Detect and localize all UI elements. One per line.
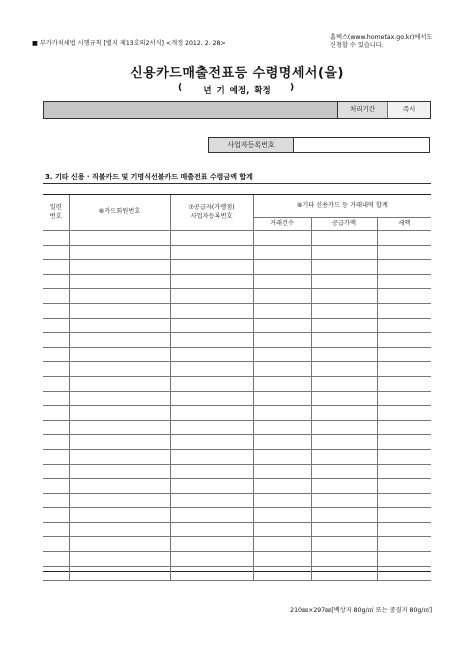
business-number-label: 사업자등록번호 bbox=[209, 138, 294, 152]
table-row bbox=[43, 333, 431, 348]
cell-supplier-number[interactable] bbox=[170, 406, 253, 421]
cell-serial[interactable] bbox=[43, 522, 69, 537]
cell-card-number[interactable] bbox=[69, 318, 170, 333]
cell-count[interactable] bbox=[253, 303, 311, 318]
cell-tax[interactable] bbox=[377, 303, 431, 318]
cell-supply-amount[interactable] bbox=[311, 435, 377, 450]
table-row bbox=[43, 420, 431, 435]
cell-supply-amount[interactable] bbox=[311, 406, 377, 421]
cell-serial[interactable] bbox=[43, 274, 69, 289]
cell-card-number[interactable] bbox=[69, 508, 170, 523]
cell-count[interactable] bbox=[253, 464, 311, 479]
cell-supplier-number[interactable] bbox=[170, 376, 253, 391]
header-supplier-registration: ⑦공급자(가맹점) 사업자등록번호 bbox=[170, 195, 253, 231]
cell-supply-amount[interactable] bbox=[311, 420, 377, 435]
cell-serial[interactable] bbox=[43, 464, 69, 479]
table-row bbox=[43, 303, 431, 318]
cell-count[interactable] bbox=[253, 318, 311, 333]
cell-supplier-number[interactable] bbox=[170, 303, 253, 318]
cell-tax[interactable] bbox=[377, 318, 431, 333]
cell-tax[interactable] bbox=[377, 449, 431, 464]
cell-supply-amount[interactable] bbox=[311, 274, 377, 289]
cell-supplier-number[interactable] bbox=[170, 318, 253, 333]
cell-supply-amount[interactable] bbox=[311, 391, 377, 406]
cell-card-number[interactable] bbox=[69, 333, 170, 348]
cell-tax[interactable] bbox=[377, 260, 431, 275]
cell-count[interactable] bbox=[253, 274, 311, 289]
paper-spec: 210㎜×297㎜[백상지 80g/㎡ 또는 중질지 80g/㎡] bbox=[290, 607, 432, 614]
cell-serial[interactable] bbox=[43, 231, 69, 246]
processing-period-label: 처리기간 bbox=[338, 102, 388, 118]
cell-tax[interactable] bbox=[377, 333, 431, 348]
cell-count[interactable] bbox=[253, 508, 311, 523]
cell-serial[interactable] bbox=[43, 406, 69, 421]
cell-supplier-number[interactable] bbox=[170, 566, 253, 581]
cell-serial[interactable] bbox=[43, 435, 69, 450]
table-row bbox=[43, 522, 431, 537]
cell-card-number[interactable] bbox=[69, 376, 170, 391]
cell-count[interactable] bbox=[253, 537, 311, 552]
cell-tax[interactable] bbox=[377, 522, 431, 537]
cell-serial[interactable] bbox=[43, 245, 69, 260]
cell-serial[interactable] bbox=[43, 260, 69, 275]
cell-supplier-number[interactable] bbox=[170, 493, 253, 508]
processing-bar-fill bbox=[44, 102, 338, 118]
table-row bbox=[43, 406, 431, 421]
cell-card-number[interactable] bbox=[69, 362, 170, 377]
cell-card-number[interactable] bbox=[69, 479, 170, 494]
table-row bbox=[43, 552, 431, 567]
business-number-field[interactable] bbox=[294, 138, 429, 152]
header-transaction-count: 거래건수 bbox=[253, 218, 311, 231]
cell-count[interactable] bbox=[253, 376, 311, 391]
form-title: 신용카드매출전표등 수령명세서(을) bbox=[130, 66, 344, 81]
cell-serial[interactable] bbox=[43, 289, 69, 304]
cell-card-number[interactable] bbox=[69, 566, 170, 581]
cell-supply-amount[interactable] bbox=[311, 362, 377, 377]
cell-supplier-number[interactable] bbox=[170, 435, 253, 450]
cell-supplier-number[interactable] bbox=[170, 552, 253, 567]
cell-card-number[interactable] bbox=[69, 406, 170, 421]
cell-card-number[interactable] bbox=[69, 493, 170, 508]
cell-card-number[interactable] bbox=[69, 303, 170, 318]
cell-supply-amount[interactable] bbox=[311, 537, 377, 552]
cell-count[interactable] bbox=[253, 552, 311, 567]
table-row bbox=[43, 493, 431, 508]
cell-supply-amount[interactable] bbox=[311, 566, 377, 581]
cell-tax[interactable] bbox=[377, 464, 431, 479]
cell-tax[interactable] bbox=[377, 435, 431, 450]
cell-count[interactable] bbox=[253, 479, 311, 494]
cell-tax[interactable] bbox=[377, 274, 431, 289]
cell-serial[interactable] bbox=[43, 318, 69, 333]
cell-count[interactable] bbox=[253, 522, 311, 537]
cell-tax[interactable] bbox=[377, 493, 431, 508]
cell-supplier-number[interactable] bbox=[170, 289, 253, 304]
business-number-box bbox=[208, 137, 430, 153]
cell-card-number[interactable] bbox=[69, 260, 170, 275]
cell-tax[interactable] bbox=[377, 231, 431, 246]
hometax-notice-line-1: 홈택스(www.hometax.go.kr)에서도 bbox=[330, 34, 433, 41]
form-period: 년 기 예정, 확정 bbox=[203, 86, 271, 96]
section-divider bbox=[43, 183, 431, 184]
cell-count[interactable] bbox=[253, 493, 311, 508]
cell-supplier-number[interactable] bbox=[170, 537, 253, 552]
cell-supplier-number[interactable] bbox=[170, 333, 253, 348]
cell-count[interactable] bbox=[253, 347, 311, 362]
header-tax-amount: 세액 bbox=[377, 218, 431, 231]
cell-serial[interactable] bbox=[43, 333, 69, 348]
header-card-member-number: ⑥카드회원번호 bbox=[69, 195, 170, 231]
cell-supplier-number[interactable] bbox=[170, 522, 253, 537]
cell-count[interactable] bbox=[253, 449, 311, 464]
cell-card-number[interactable] bbox=[69, 391, 170, 406]
cell-supply-amount[interactable] bbox=[311, 318, 377, 333]
cell-supplier-number[interactable] bbox=[170, 479, 253, 494]
cell-supply-amount[interactable] bbox=[311, 303, 377, 318]
period-paren-close: ) bbox=[290, 83, 295, 93]
cell-tax[interactable] bbox=[377, 420, 431, 435]
cell-count[interactable] bbox=[253, 391, 311, 406]
cell-supplier-number[interactable] bbox=[170, 274, 253, 289]
cell-tax[interactable] bbox=[377, 245, 431, 260]
cell-count[interactable] bbox=[253, 435, 311, 450]
table-row bbox=[43, 274, 431, 289]
cell-tax[interactable] bbox=[377, 376, 431, 391]
processing-period-value: 즉시 bbox=[388, 102, 430, 118]
cell-card-number[interactable] bbox=[69, 449, 170, 464]
table-row bbox=[43, 435, 431, 450]
cell-card-number[interactable] bbox=[69, 347, 170, 362]
cell-tax[interactable] bbox=[377, 537, 431, 552]
cell-serial[interactable] bbox=[43, 376, 69, 391]
cell-tax[interactable] bbox=[377, 406, 431, 421]
cell-card-number[interactable] bbox=[69, 274, 170, 289]
cell-supplier-number[interactable] bbox=[170, 420, 253, 435]
cell-serial[interactable] bbox=[43, 479, 69, 494]
cell-tax[interactable] bbox=[377, 362, 431, 377]
cell-serial[interactable] bbox=[43, 362, 69, 377]
cell-tax[interactable] bbox=[377, 289, 431, 304]
cell-count[interactable] bbox=[253, 333, 311, 348]
cell-tax[interactable] bbox=[377, 508, 431, 523]
cell-card-number[interactable] bbox=[69, 435, 170, 450]
table-row bbox=[43, 391, 431, 406]
table-row bbox=[43, 289, 431, 304]
cell-supply-amount[interactable] bbox=[311, 479, 377, 494]
regulation-reference: ■ 부가가치세법 시행규칙 [별지 제13호의2서식] <개정 2012. 2. 28> bbox=[32, 40, 226, 47]
cell-supply-amount[interactable] bbox=[311, 449, 377, 464]
cell-tax[interactable] bbox=[377, 479, 431, 494]
cell-supply-amount[interactable] bbox=[311, 245, 377, 260]
cell-supply-amount[interactable] bbox=[311, 289, 377, 304]
table-row bbox=[43, 376, 431, 391]
cell-serial[interactable] bbox=[43, 566, 69, 581]
cell-supplier-number[interactable] bbox=[170, 449, 253, 464]
table-row bbox=[43, 231, 431, 246]
cell-card-number[interactable] bbox=[69, 464, 170, 479]
section-title: 3. 기타 신용 · 직불카드 및 기명식선불카드 매출전표 수령금액 합계 bbox=[45, 173, 253, 181]
cell-count[interactable] bbox=[253, 289, 311, 304]
cell-tax[interactable] bbox=[377, 391, 431, 406]
cell-supplier-number[interactable] bbox=[170, 260, 253, 275]
cell-supply-amount[interactable] bbox=[311, 493, 377, 508]
cell-count[interactable] bbox=[253, 362, 311, 377]
table-row bbox=[43, 537, 431, 552]
cell-serial[interactable] bbox=[43, 552, 69, 567]
header-serial-number: 일련 번호 bbox=[43, 195, 69, 231]
table-row bbox=[43, 464, 431, 479]
cell-count[interactable] bbox=[253, 260, 311, 275]
cell-supply-amount[interactable] bbox=[311, 508, 377, 523]
cell-count[interactable] bbox=[253, 231, 311, 246]
cell-supply-amount[interactable] bbox=[311, 260, 377, 275]
table-row bbox=[43, 566, 431, 581]
cell-card-number[interactable] bbox=[69, 231, 170, 246]
cell-supplier-number[interactable] bbox=[170, 231, 253, 246]
cell-card-number[interactable] bbox=[69, 245, 170, 260]
cell-supplier-number[interactable] bbox=[170, 391, 253, 406]
cell-serial[interactable] bbox=[43, 391, 69, 406]
table-body bbox=[43, 231, 431, 581]
header-transaction-summary: ⑧기타 신용카드 등 거래내역 합계 bbox=[253, 195, 431, 218]
period-paren-open: ( bbox=[178, 83, 183, 93]
cell-supplier-number[interactable] bbox=[170, 464, 253, 479]
cell-tax[interactable] bbox=[377, 566, 431, 581]
table-row bbox=[43, 260, 431, 275]
cell-tax[interactable] bbox=[377, 552, 431, 567]
table-row bbox=[43, 347, 431, 362]
card-receipt-table bbox=[43, 194, 431, 572]
cell-serial[interactable] bbox=[43, 420, 69, 435]
cell-serial[interactable] bbox=[43, 493, 69, 508]
cell-supplier-number[interactable] bbox=[170, 245, 253, 260]
cell-serial[interactable] bbox=[43, 508, 69, 523]
cell-supply-amount[interactable] bbox=[311, 552, 377, 567]
cell-supply-amount[interactable] bbox=[311, 464, 377, 479]
hometax-notice-line-2: 신청할 수 있습니다. bbox=[330, 42, 384, 50]
cell-card-number[interactable] bbox=[69, 289, 170, 304]
cell-serial[interactable] bbox=[43, 449, 69, 464]
table-row bbox=[43, 479, 431, 494]
cell-card-number[interactable] bbox=[69, 420, 170, 435]
cell-supplier-number[interactable] bbox=[170, 347, 253, 362]
processing-bar bbox=[43, 101, 431, 119]
cell-supply-amount[interactable] bbox=[311, 376, 377, 391]
hometax-notice bbox=[330, 34, 432, 51]
table-row bbox=[43, 449, 431, 464]
cell-card-number[interactable] bbox=[69, 537, 170, 552]
cell-card-number[interactable] bbox=[69, 522, 170, 537]
table-row bbox=[43, 318, 431, 333]
cell-supplier-number[interactable] bbox=[170, 508, 253, 523]
cell-card-number[interactable] bbox=[69, 552, 170, 567]
table-row bbox=[43, 508, 431, 523]
header-supply-amount: 공급가액 bbox=[311, 218, 377, 231]
cell-serial[interactable] bbox=[43, 537, 69, 552]
cell-count[interactable] bbox=[253, 566, 311, 581]
cell-count[interactable] bbox=[253, 406, 311, 421]
cell-supplier-number[interactable] bbox=[170, 362, 253, 377]
table-row bbox=[43, 362, 431, 377]
cell-supply-amount[interactable] bbox=[311, 347, 377, 362]
table-row bbox=[43, 245, 431, 260]
cell-count[interactable] bbox=[253, 245, 311, 260]
cell-supply-amount[interactable] bbox=[311, 231, 377, 246]
cell-serial[interactable] bbox=[43, 347, 69, 362]
cell-count[interactable] bbox=[253, 420, 311, 435]
cell-serial[interactable] bbox=[43, 303, 69, 318]
cell-tax[interactable] bbox=[377, 347, 431, 362]
cell-supply-amount[interactable] bbox=[311, 522, 377, 537]
cell-supply-amount[interactable] bbox=[311, 333, 377, 348]
